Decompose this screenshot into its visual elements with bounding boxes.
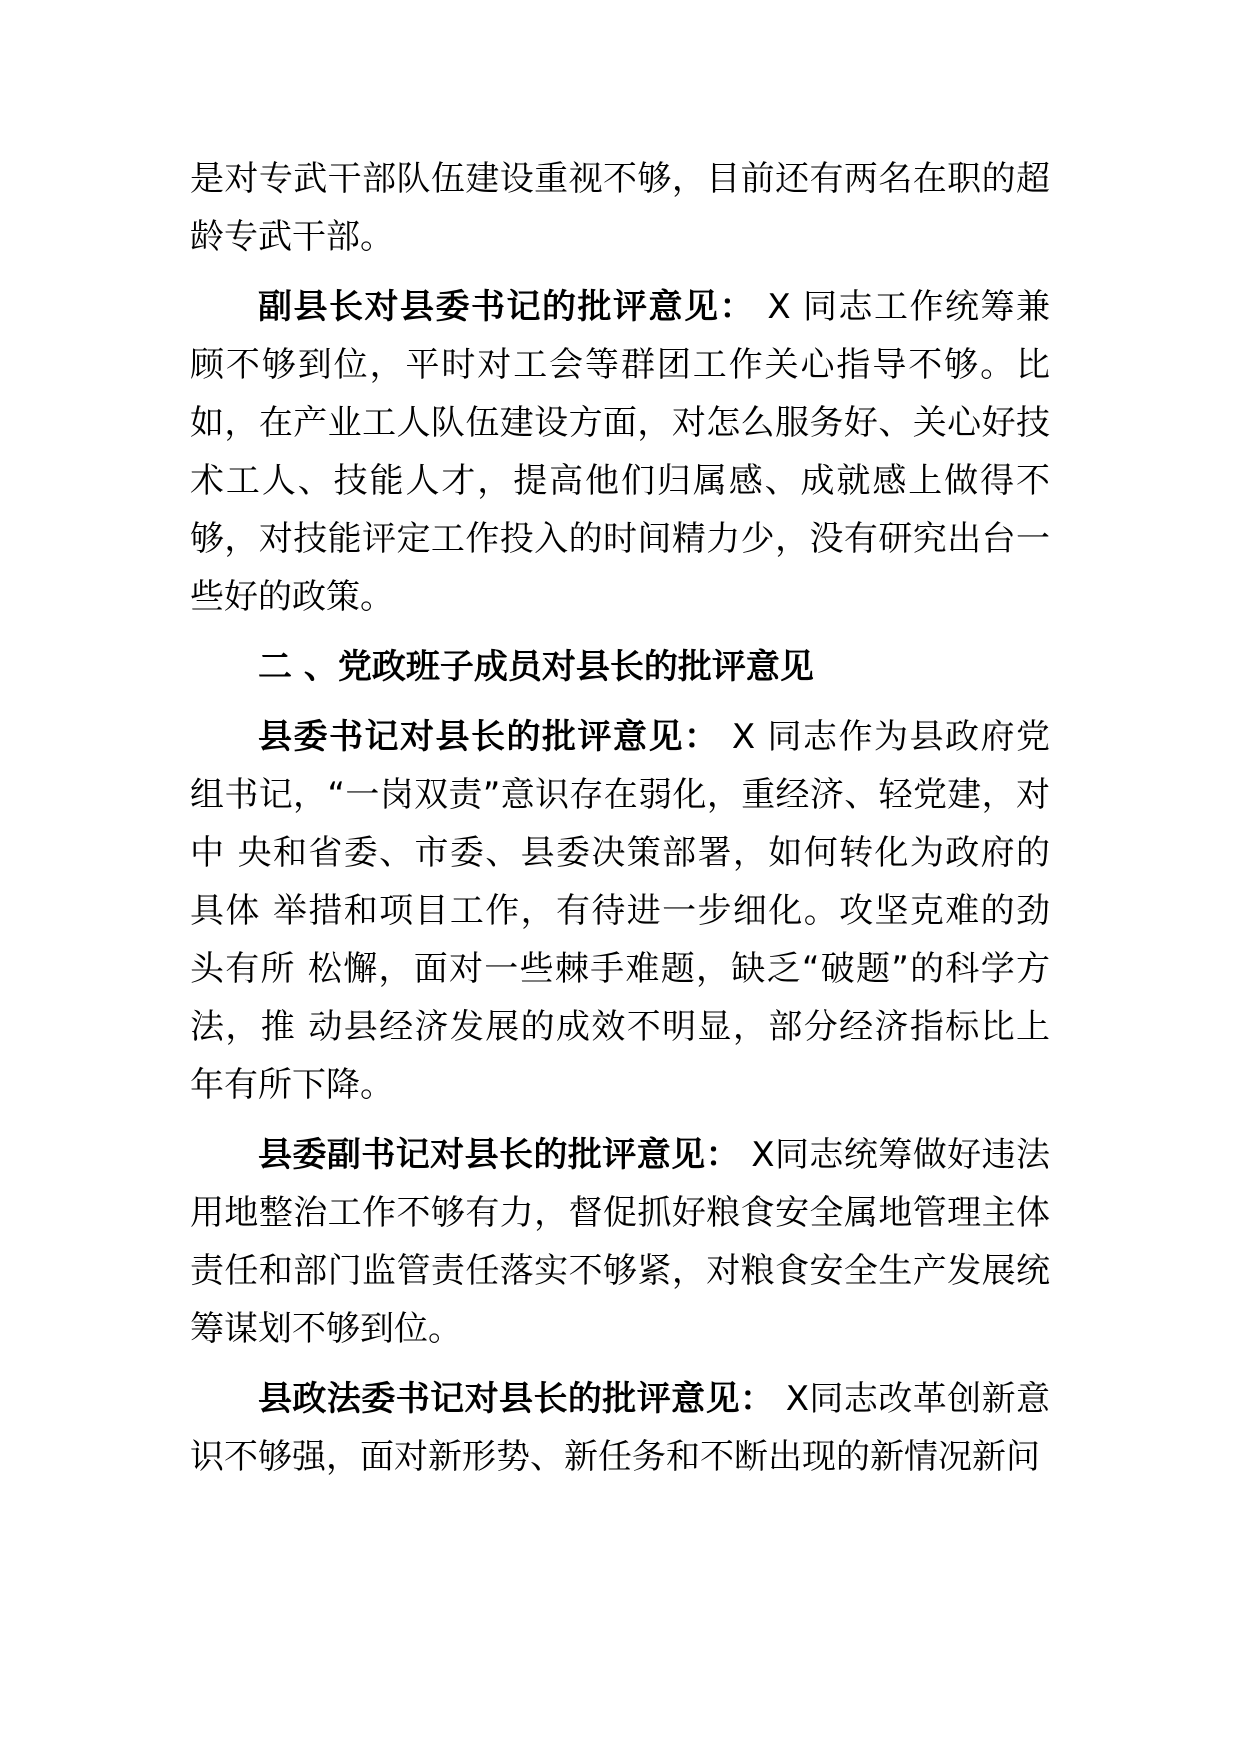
paragraph-political-legal-secretary-critique <box>190 1370 1050 1486</box>
paragraph-vice-county-head-critique <box>190 278 1050 626</box>
section-heading: 二 、党政班子成员对县长的批评意见 <box>258 647 814 687</box>
paragraph-text: X同志改革创新意识不够强，面对新形势、新任务和不断出现的新情况新问 <box>190 1379 1050 1477</box>
paragraph-party-secretary-critique <box>190 708 1050 1114</box>
paragraph-text: X 同志作为县政府党组书记，“一岗双责”意识存在弱化，重经济、轻党建，对中 央和省委、市委、县委决策部署，如何转化为政府的具体 举措和项目工作，有待进一步细化。攻坚克难的劲头有所 松懈，面对一些棘手难题，缺乏“破题”的科学方法，推 动县经济发展的成效不明显，部分经济指标比上年有所下降。 <box>190 717 1050 1105</box>
paragraph-lead: 县政法委书记对县长的批评意见： <box>258 1379 775 1419</box>
paragraph-deputy-secretary-critique <box>190 1126 1050 1358</box>
paragraph-lead: 县委书记对县长的批评意见： <box>258 717 720 757</box>
paragraph-lead: 县委副书记对县长的批评意见： <box>258 1135 741 1175</box>
paragraph-text: X 同志工作统筹兼顾不够到位，平时对工会等群团工作关心指导不够。比如，在产业工人队伍建设方面，对怎么服务好、关心好技术工人、技能人才，提高他们归属感、成就感上做得不够，对技能评定工作投入的时间精力少，没有研究出台一些好的政策。 <box>190 287 1050 617</box>
paragraph-text: X同志统筹做好违法用地整治工作不够有力，督促抓好粮食安全属地管理主体责任和部门监管责任落实不够紧，对粮食安全生产发展统筹谋划不够到位。 <box>190 1135 1051 1349</box>
paragraph-text: 是对专武干部队伍建设重视不够，目前还有两名在职的超龄专武干部。 <box>190 159 1050 257</box>
paragraph-lead: 副县长对县委书记的批评意见： <box>258 287 756 327</box>
paragraph-continuation <box>190 150 1050 266</box>
document-body <box>190 150 1050 1486</box>
